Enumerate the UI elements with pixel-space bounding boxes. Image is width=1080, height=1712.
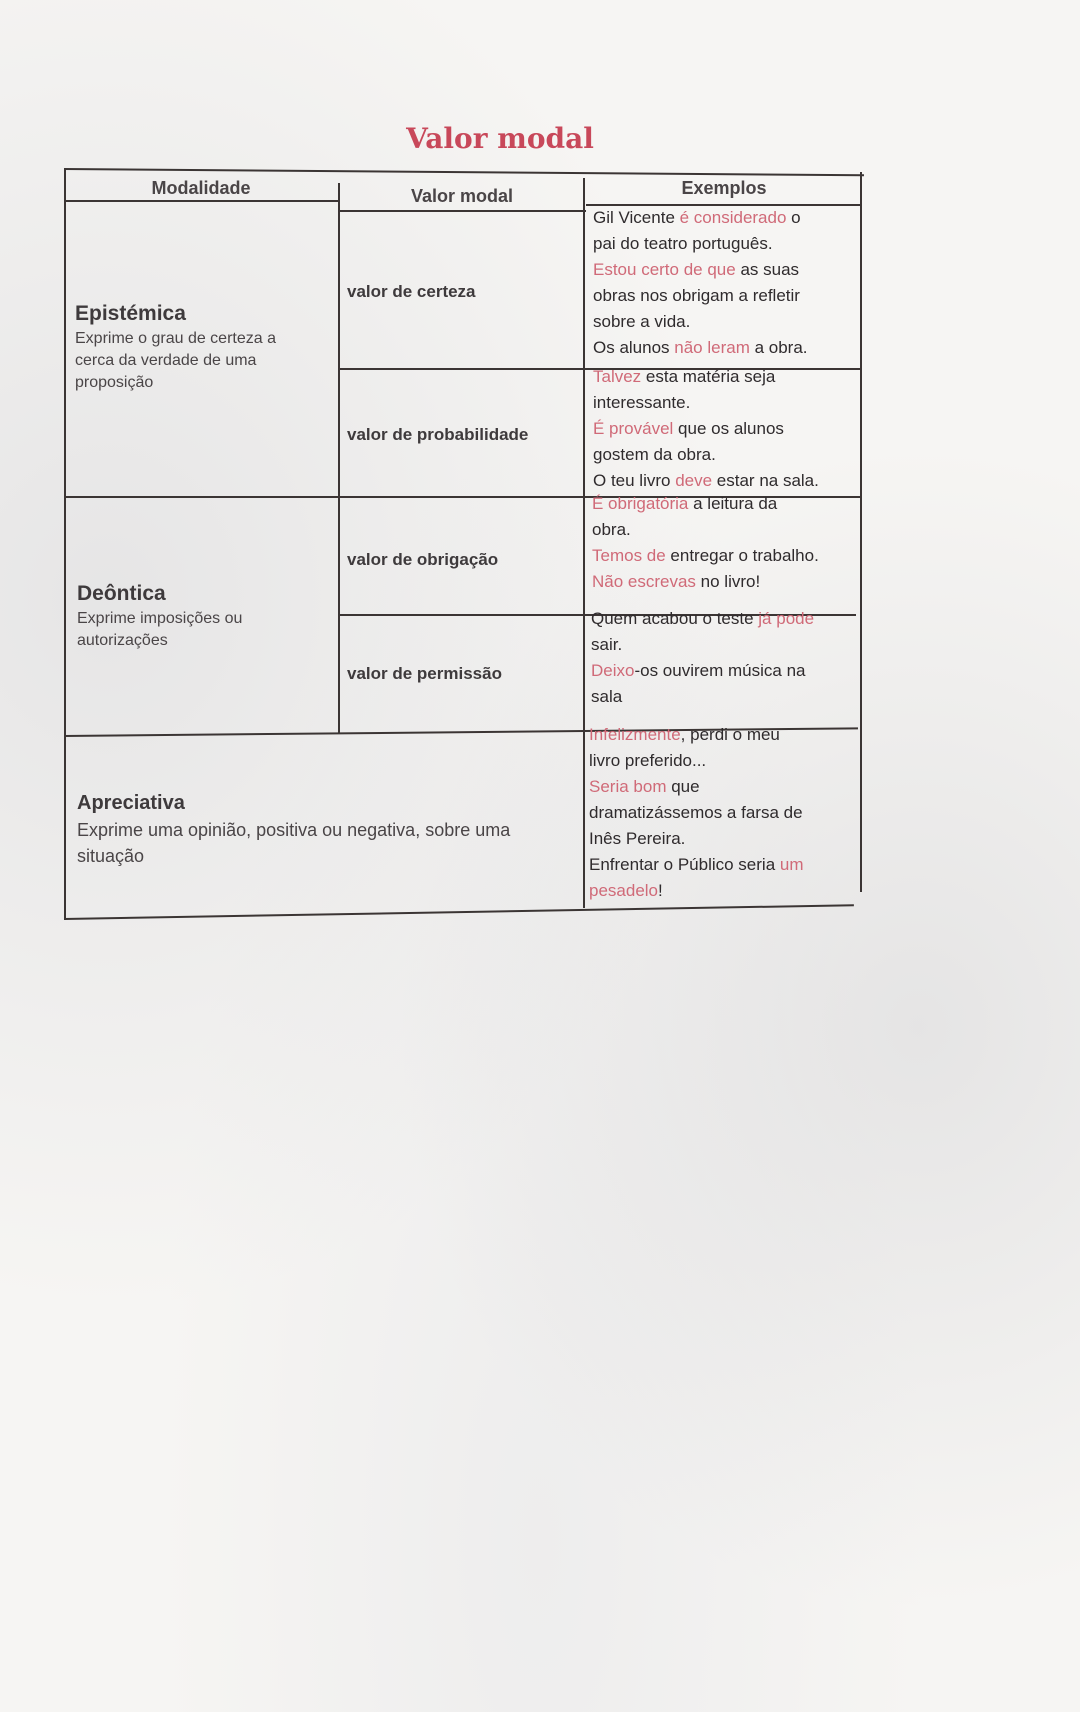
modality-name: Apreciativa: [77, 792, 185, 814]
table-border: [64, 168, 66, 920]
example-line: [593, 416, 863, 442]
example-text: a obra.: [749, 338, 808, 357]
example-line: [589, 722, 859, 748]
examples-obrigacao: [592, 491, 862, 595]
example-text: obra.: [592, 520, 631, 539]
example-text: Os alunos: [593, 338, 675, 357]
example-line: [592, 517, 862, 543]
valor-probabilidade: valor de probabilidade: [347, 425, 529, 444]
modality-description-line: autorizações: [77, 632, 168, 649]
modal-marker-highlight: não leram: [674, 338, 750, 357]
example-line: [592, 491, 862, 517]
modality-description-line: cerca da verdade de uma: [75, 352, 257, 369]
example-line: [592, 543, 862, 569]
modal-marker-highlight: É obrigatória: [592, 494, 689, 513]
example-text: O teu livro: [593, 471, 676, 490]
example-line: [589, 852, 859, 878]
example-text: sobre a vida.: [593, 312, 691, 331]
example-text: !: [658, 881, 663, 900]
modality-description-line: Exprime uma opinião, positiva ou negativa, sobre uma: [77, 820, 511, 840]
example-text: , perdi o meu: [680, 725, 780, 744]
example-line: [591, 658, 861, 684]
table-border: [64, 904, 854, 920]
header-valor-modal: Valor modal: [410, 186, 514, 206]
example-text: sala: [591, 687, 623, 706]
page-title: Valor modal: [406, 122, 594, 155]
example-text: interessante.: [593, 393, 691, 412]
modality-description-line: situação: [77, 846, 145, 866]
example-text: a leitura da: [688, 494, 778, 513]
modality-deontica: [77, 580, 337, 652]
examples-apreciativa: [589, 722, 859, 904]
table-border: [583, 178, 585, 908]
example-line: [589, 748, 859, 774]
example-line: [593, 335, 863, 361]
modality-description-line: Exprime imposições ou: [77, 610, 243, 627]
example-line: [591, 684, 861, 710]
modality-description-line: Exprime o grau de certeza a: [75, 330, 276, 347]
example-line: [593, 390, 863, 416]
modality-description-line: proposição: [75, 374, 154, 391]
modal-marker-highlight: é considerado: [679, 208, 787, 227]
example-text: dramatizássemos a farsa de: [589, 803, 803, 822]
valor-certeza: valor de certeza: [347, 282, 476, 301]
example-line: [591, 632, 861, 658]
example-line: [593, 364, 863, 390]
modal-marker-highlight: Talvez: [593, 367, 642, 386]
example-line: [593, 309, 863, 335]
example-text: Enfrentar o Público seria: [589, 855, 780, 874]
example-line: [589, 878, 859, 904]
example-line: [593, 231, 863, 257]
header-exemplos: Exemplos: [681, 178, 767, 198]
modal-marker-highlight: Deixo: [591, 661, 635, 680]
example-text: que: [666, 777, 700, 796]
example-text: Quem acabou o teste: [591, 609, 759, 628]
example-text: gostem da obra.: [593, 445, 716, 464]
example-text: esta matéria seja: [641, 367, 776, 386]
example-text: o: [786, 208, 801, 227]
example-text: Inês Pereira.: [589, 829, 686, 848]
modal-marker-highlight: pesadelo: [589, 881, 659, 900]
example-text: entregar o trabalho.: [665, 546, 819, 565]
table-border: [338, 183, 340, 733]
example-text: que os alunos: [673, 419, 784, 438]
example-text: pai do teatro português.: [593, 234, 773, 253]
example-line: [593, 205, 863, 231]
table-border: [64, 168, 864, 176]
modal-marker-highlight: É provável: [593, 419, 674, 438]
examples-certeza: [593, 205, 863, 361]
modal-marker-highlight: deve: [675, 471, 713, 490]
example-text: obras nos obrigam a refletir: [593, 286, 800, 305]
modal-marker-highlight: Não escrevas: [592, 572, 696, 591]
example-line: [589, 800, 859, 826]
table-border: [338, 210, 586, 212]
example-text: sair.: [591, 635, 623, 654]
examples-probabilidade: [593, 364, 863, 494]
example-text: no livro!: [695, 572, 761, 591]
example-line: [589, 774, 859, 800]
example-line: [593, 283, 863, 309]
modal-marker-highlight: um: [779, 855, 804, 874]
example-text: estar na sala.: [712, 471, 819, 490]
example-line: [593, 442, 863, 468]
example-line: [591, 606, 861, 632]
example-line: [593, 257, 863, 283]
modality-name: Epistémica: [75, 302, 186, 325]
valor-obrigacao: valor de obrigação: [347, 550, 499, 569]
valor-permissao: valor de permissão: [347, 664, 502, 683]
modal-marker-highlight: Temos de: [592, 546, 666, 565]
modal-marker-highlight: já pode: [758, 609, 815, 628]
table-border: [64, 200, 338, 202]
modal-marker-highlight: Seria bom: [589, 777, 667, 796]
modality-name: Deôntica: [77, 582, 166, 605]
example-text: Gil Vicente: [593, 208, 680, 227]
modality-apreciativa: [77, 789, 567, 869]
example-text: as suas: [735, 260, 800, 279]
example-text: -os ouvirem música na: [634, 661, 806, 680]
examples-permissao: [591, 606, 861, 710]
example-line: [592, 569, 862, 595]
header-modalidade: Modalidade: [151, 178, 251, 198]
modality-epistemica: [75, 300, 335, 394]
modal-marker-highlight: Infelizmente: [589, 725, 681, 744]
example-line: [589, 826, 859, 852]
example-text: livro preferido...: [589, 751, 707, 770]
modal-marker-highlight: Estou certo de que: [593, 260, 736, 279]
